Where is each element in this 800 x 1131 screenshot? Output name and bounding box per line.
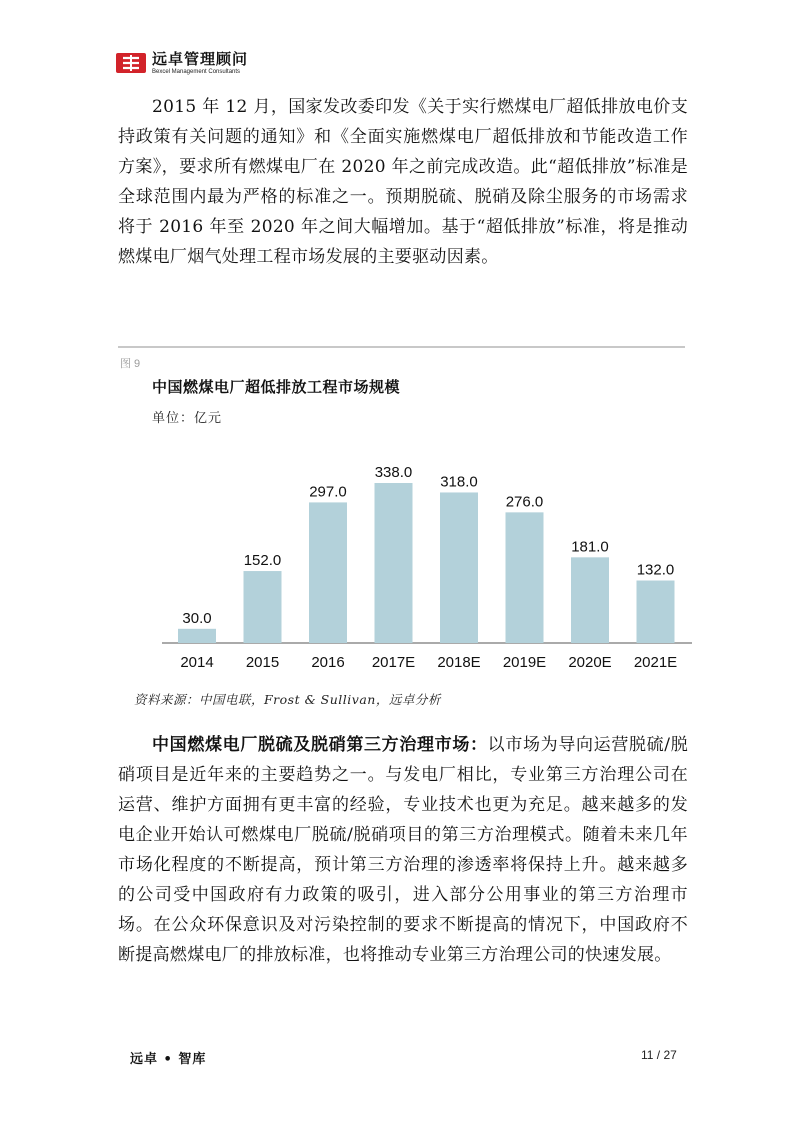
chart-unit: 单位：亿元 — [152, 411, 223, 426]
x-tick-2015: 2015 — [245, 654, 280, 671]
x-tick-2016: 2016 — [311, 654, 345, 671]
bar-2021E — [637, 581, 675, 643]
x-tick-2021E: 2021E — [633, 654, 678, 671]
bar-2020E — [571, 557, 609, 643]
value-label-2021E: 132.0 — [636, 561, 675, 579]
value-label-2018E: 318.0 — [440, 473, 478, 491]
logo-english-name: Bexcel Management Consultants — [152, 68, 241, 75]
value-label-2019E: 276.0 — [505, 493, 544, 511]
x-tick-2014: 2014 — [180, 654, 214, 671]
value-label-2016: 297.0 — [309, 483, 347, 501]
bar-2017E — [375, 483, 413, 643]
bar-2016 — [309, 502, 347, 643]
figure-label: 图 9 — [120, 358, 141, 370]
bar-2014 — [178, 629, 216, 643]
x-tick-2020E: 2020E — [568, 654, 612, 671]
value-label-2020E: 181.0 — [571, 538, 609, 556]
intro-paragraph: 2015 年 12 月，国家发改委印发《关于实行燃煤电厂超低排放电价支持政策有关问题的通知》和《全面实施燃煤电厂超低排放和节能改造工作方案》，要求所有燃煤电厂在 2020 年之前完成改造。此“超低排放”标准是全球范围内最为严格的标准之一。预期脱硫、脱硝及除尘服务的市场需求将于 2016 年至 2020 年之间大幅增加。基于“超低排放”标准，将是推动燃煤电厂烟气处理工程市场发展的主要驱动因素。 — [118, 97, 688, 267]
x-tick-2017E: 2017E — [371, 654, 416, 671]
x-tick-2019E: 2019E — [502, 654, 547, 671]
footer-brand: 远卓 • 智库 — [130, 1052, 207, 1067]
page-number: 11 / 27 — [641, 1048, 677, 1062]
third-party-paragraph — [118, 730, 688, 970]
chart-title: 中国燃煤电厂超低排放工程市场规模 — [152, 378, 401, 396]
x-tick-2018E: 2018E — [437, 654, 481, 671]
paragraph-lead: 中国燃煤电厂脱硫及脱硝第三方治理市场： — [152, 735, 488, 755]
bar-2018E — [440, 492, 478, 643]
bar-2019E — [506, 512, 544, 643]
paragraph-body: 以市场为导向运营脱硫/脱硝项目是近年来的主要趋势之一。与发电厂相比，专业第三方治理公司在运营、维护方面拥有更丰富的经验，专业技术也更为充足。越来越多的发电企业开始认可燃煤电厂脱硫/脱硝项目的第三方治理模式。随着未来几年市场化程度的不断提高，预计第三方治理的渗透率将保持上升。越来越多的公司受中国政府有力政策的吸引，进入部分公用事业的第三方治理市场。在公众环保意识及对污染控制的要求不断提高的情况下，中国政府不断提高燃煤电厂的排放标准，也将推动专业第三方治理公司的快速发展。 — [118, 735, 689, 965]
value-label-2014: 30.0 — [182, 609, 212, 627]
logo-chinese-name: 远卓管理顾问 — [152, 49, 249, 68]
value-label-2015: 152.0 — [243, 552, 282, 570]
value-label-2017E: 338.0 — [374, 464, 413, 481]
figure-source: 资料来源：中国电联，Frost & Sullivan，远卓分析 — [134, 692, 441, 707]
bar-2015 — [244, 571, 282, 643]
